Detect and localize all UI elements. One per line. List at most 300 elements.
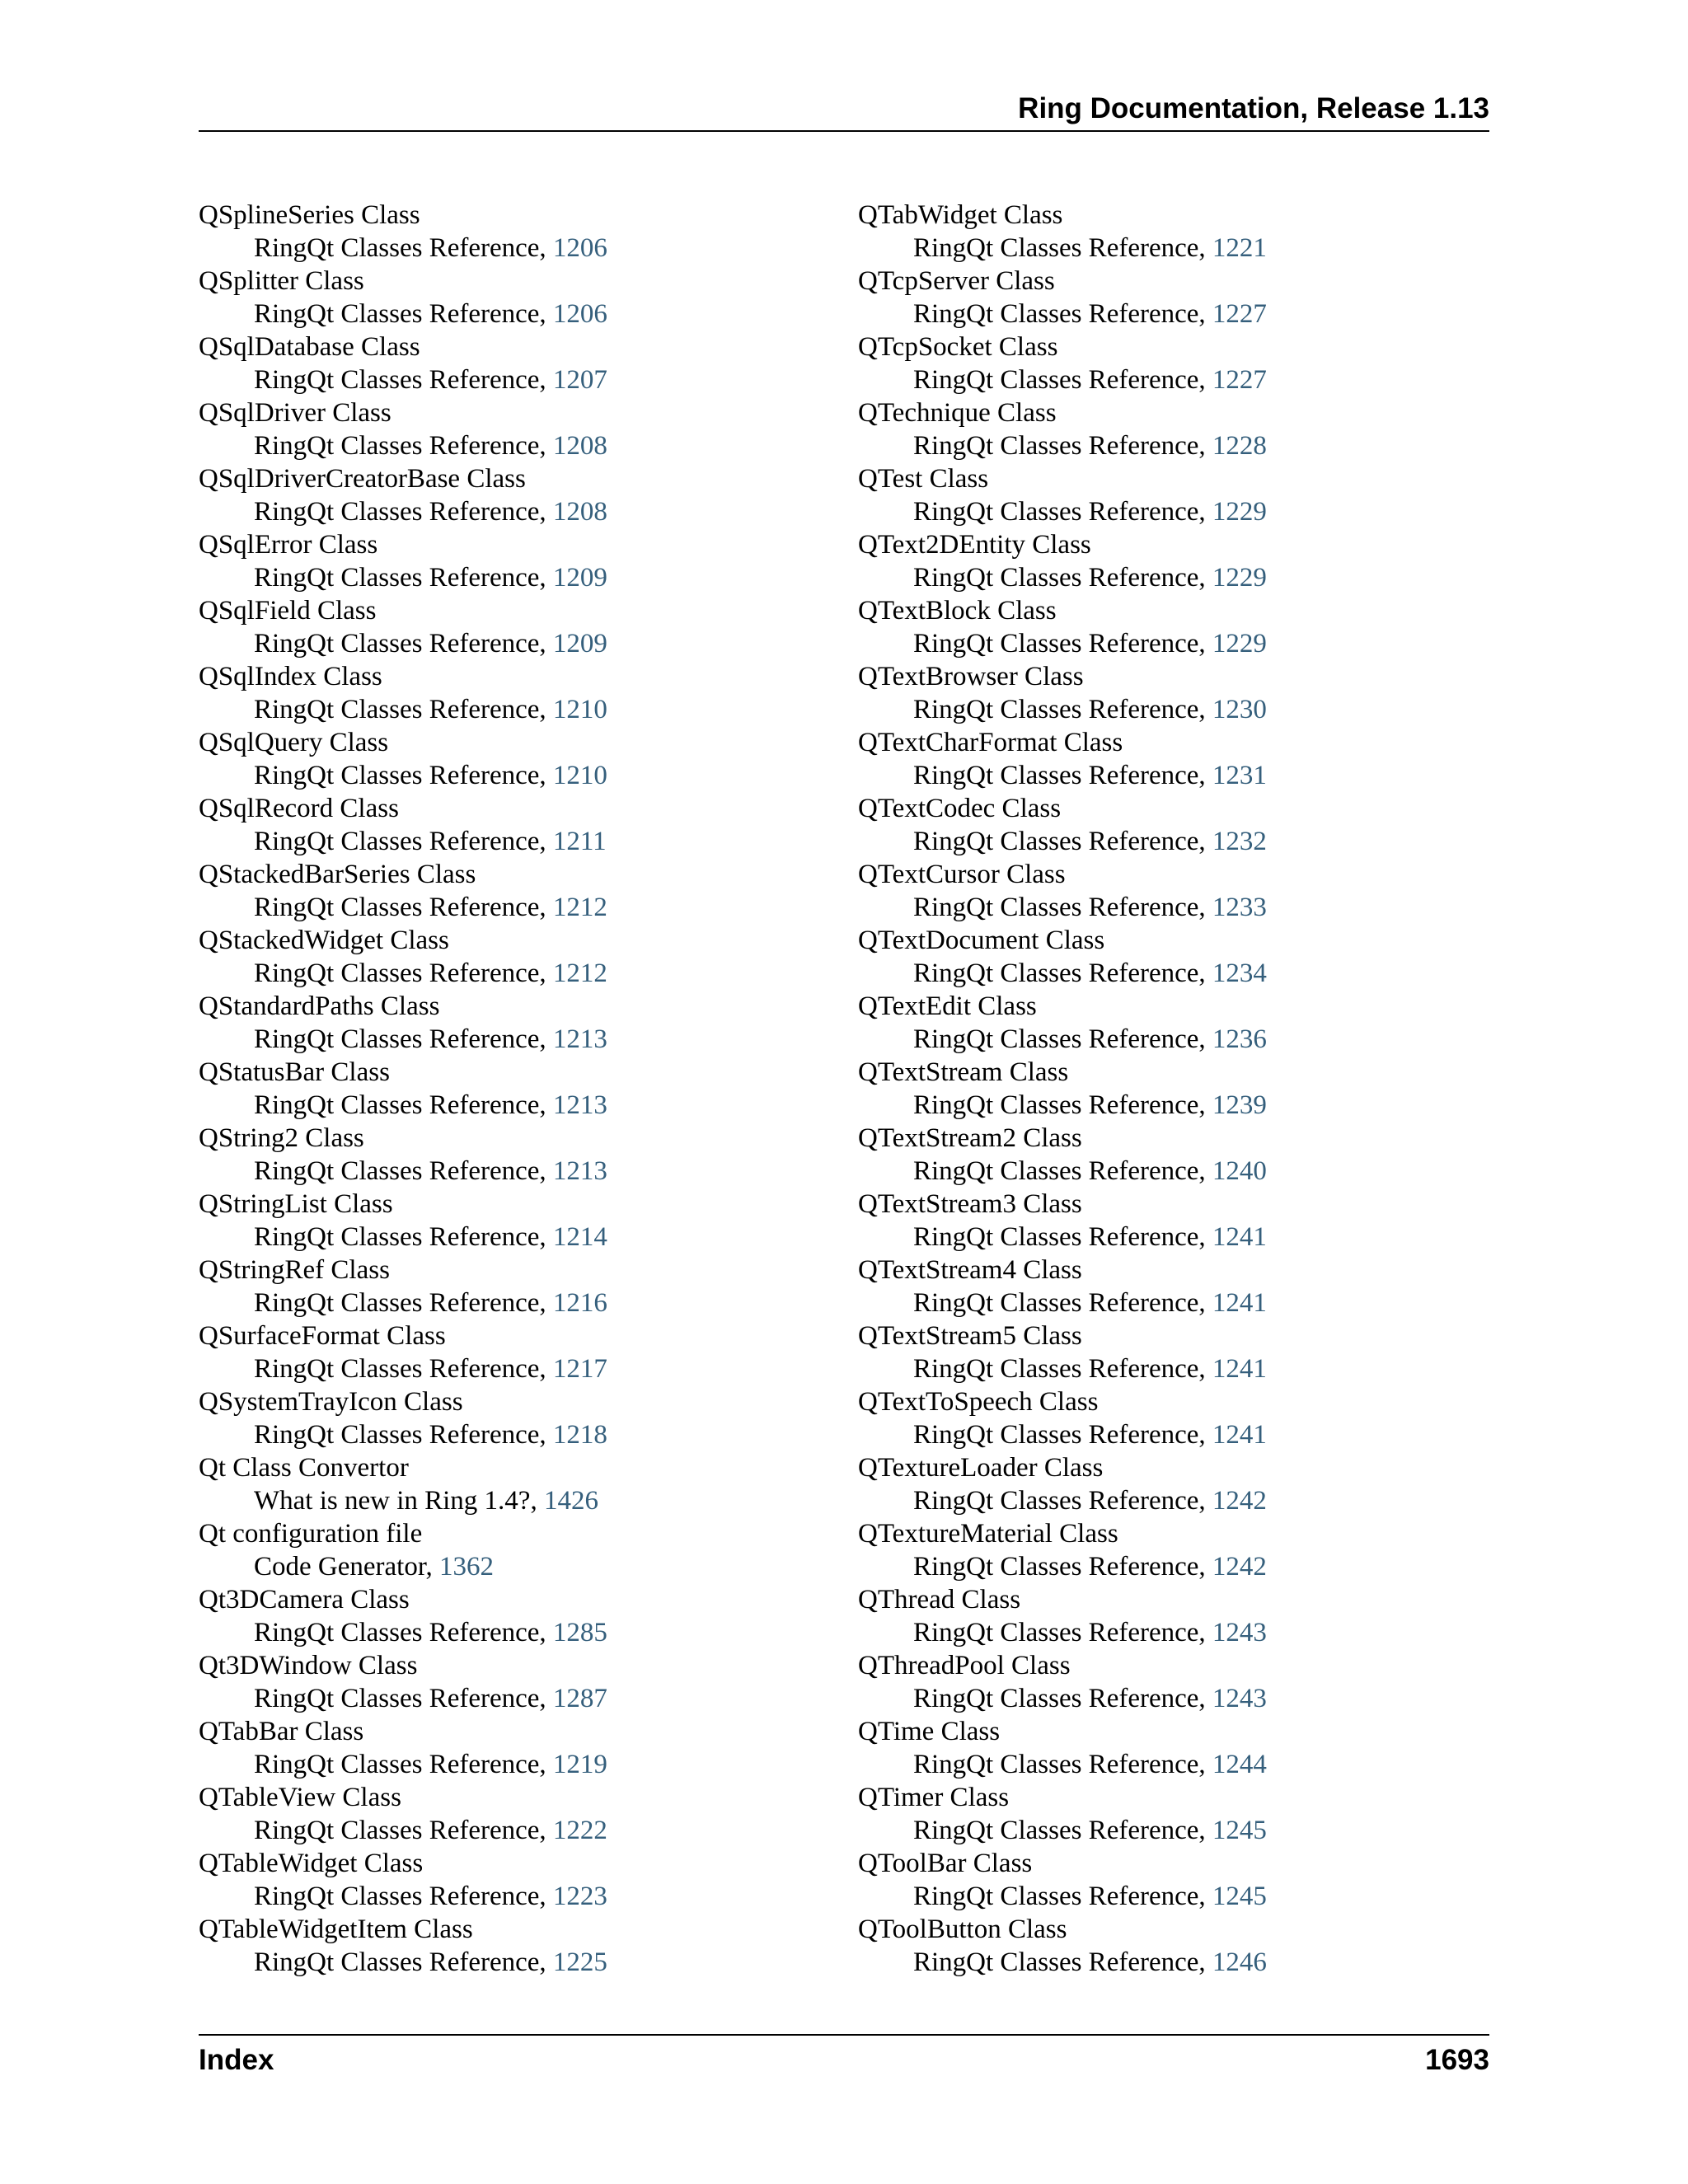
page-number-link[interactable]: 1210 [552,695,607,724]
index-term: QToolButton Class [858,1915,1067,1944]
index-subentry [199,429,842,462]
index-separator: , [539,1024,553,1054]
page-number-link[interactable]: 1227 [1212,365,1267,395]
index-entry [199,1254,842,1319]
index-subentry-label: RingQt Classes Reference [913,1947,1199,1977]
index-subentry [199,627,842,660]
index-subentry-label: RingQt Classes Reference [254,299,540,329]
page-number-link[interactable]: 1209 [552,629,607,658]
page-number-link[interactable]: 1223 [552,1882,607,1911]
index-subentry [858,363,1501,396]
page-number-link[interactable]: 1232 [1212,827,1267,856]
index-term: QTextureMaterial Class [858,1519,1118,1549]
index-term: QString2 Class [199,1123,364,1153]
index-subentry [199,1418,842,1451]
index-subentry [199,1352,842,1385]
index-entry [858,792,1501,858]
index-term: QSqlQuery Class [199,728,389,757]
index-entry [199,199,842,265]
page-number-link[interactable]: 1246 [1212,1947,1267,1977]
index-term: QTableWidget Class [199,1849,424,1878]
index-separator: , [539,1156,553,1186]
index-term: QTextStream3 Class [858,1189,1082,1219]
index-separator: , [539,1618,553,1647]
index-term: QTextStream2 Class [858,1123,1082,1153]
index-separator: , [539,1816,553,1845]
page-number-link[interactable]: 1222 [552,1816,607,1845]
index-subentry-label: RingQt Classes Reference [913,1486,1199,1516]
index-entry [858,1781,1501,1847]
index-subentry [858,957,1501,990]
index-separator: , [1198,1024,1212,1054]
index-subentry-label: RingQt Classes Reference [254,958,540,988]
index-separator: , [539,1684,553,1713]
index-term: Qt Class Convertor [199,1453,409,1483]
index-entry [199,660,842,726]
index-term: QSqlRecord Class [199,794,399,823]
index-subentry-label: Code Generator [254,1552,426,1582]
index-separator: , [539,1090,553,1120]
index-subentry-label: RingQt Classes Reference [913,827,1199,856]
index-entry [858,330,1501,396]
index-subentry-label: RingQt Classes Reference [254,1288,540,1318]
index-subentry [858,1023,1501,1056]
index-entry [199,1056,842,1122]
index-separator: , [539,893,553,922]
index-entry [858,660,1501,726]
page-number-link[interactable]: 1212 [552,958,607,988]
index-subentry [858,495,1501,528]
page-number-link[interactable]: 1243 [1212,1684,1267,1713]
page-number-link[interactable]: 1219 [552,1750,607,1779]
page-number-link[interactable]: 1217 [552,1354,607,1384]
index-separator: , [1198,958,1212,988]
page-number-link[interactable]: 1244 [1212,1750,1267,1779]
footer-page-number: 1693 [1425,2044,1489,2076]
index-separator: , [1198,233,1212,263]
index-subentry-label: RingQt Classes Reference [254,563,540,593]
index-entry [858,199,1501,265]
page-number-link[interactable]: 1241 [1212,1288,1267,1318]
index-separator: , [1198,1618,1212,1647]
index-separator: , [1198,1288,1212,1318]
index-separator: , [539,1947,553,1977]
index-entry [858,594,1501,660]
index-subentry [858,693,1501,726]
index-subentry-label: RingQt Classes Reference [913,233,1199,263]
index-entry [858,924,1501,990]
index-term: Qt3DWindow Class [199,1651,418,1680]
index-term: QTabBar Class [199,1717,364,1746]
index-entry [199,1649,842,1715]
index-separator: , [1198,1684,1212,1713]
index-subentry-label: RingQt Classes Reference [254,233,540,263]
index-term: QTableView Class [199,1783,401,1812]
index-subentry-label: RingQt Classes Reference [254,1222,540,1252]
index-term: QThreadPool Class [858,1651,1071,1680]
footer-divider [199,2034,1489,2036]
index-separator: , [539,1420,553,1450]
page-number-link[interactable]: 1216 [552,1288,607,1318]
index-entry [199,1188,842,1254]
index-separator: , [1198,431,1212,461]
index-subentry-label: RingQt Classes Reference [254,1750,540,1779]
page-number-link[interactable]: 1239 [1212,1090,1267,1120]
index-subentry-label: RingQt Classes Reference [913,299,1199,329]
index-subentry-label: RingQt Classes Reference [913,695,1199,724]
index-subentry-label: RingQt Classes Reference [913,1222,1199,1252]
index-subentry-label: RingQt Classes Reference [913,629,1199,658]
page-number-link[interactable]: 1362 [439,1552,495,1582]
page-number-link[interactable]: 1214 [552,1222,607,1252]
index-term: QTcpSocket Class [858,332,1058,362]
page-number-link[interactable]: 1229 [1212,563,1267,593]
index-entry [199,1385,842,1451]
index-term: QSplineSeries Class [199,200,420,230]
index-subentry-label: RingQt Classes Reference [254,893,540,922]
index-subentry-label: RingQt Classes Reference [913,431,1199,461]
index-entry [199,396,842,462]
index-term: QSqlField Class [199,596,377,626]
index-subentry [858,1286,1501,1319]
page-number-link[interactable]: 1211 [552,827,607,856]
page-number-link[interactable]: 1245 [1212,1816,1267,1845]
index-subentry [858,429,1501,462]
page-number-link[interactable]: 1208 [552,497,607,527]
index-separator: , [425,1552,440,1582]
page-number-link[interactable]: 1233 [1212,893,1267,922]
page-number-link[interactable]: 1241 [1212,1222,1267,1252]
page-number-link[interactable]: 1230 [1212,695,1267,724]
index-subentry-label: RingQt Classes Reference [254,1024,540,1054]
index-entry [199,1517,842,1583]
index-term: QText2DEntity Class [858,530,1091,560]
index-term: QStackedBarSeries Class [199,860,476,889]
index-separator: , [539,563,553,593]
index-subentry-label: RingQt Classes Reference [254,1816,540,1845]
index-term: QTechnique Class [858,398,1057,428]
index-subentry-label: RingQt Classes Reference [913,1024,1199,1054]
index-subentry-label: RingQt Classes Reference [913,761,1199,790]
index-subentry [199,1286,842,1319]
index-subentry [199,825,842,858]
index-entry [858,1122,1501,1188]
index-separator: , [1198,695,1212,724]
index-entry [858,1583,1501,1649]
index-entry [858,726,1501,792]
index-subentry-label: RingQt Classes Reference [254,629,540,658]
index-separator: , [1198,497,1212,527]
index-term: QSqlDriver Class [199,398,392,428]
page-number-link[interactable]: 1285 [552,1618,607,1647]
index-term: QSqlError Class [199,530,378,560]
index-subentry-label: RingQt Classes Reference [913,1288,1199,1318]
index-entry [199,1319,842,1385]
index-separator: , [539,365,553,395]
index-subentry [858,1484,1501,1517]
index-separator: , [539,1288,553,1318]
index-entry [858,1056,1501,1122]
index-entry [858,396,1501,462]
index-subentry [858,1418,1501,1451]
page-number-link[interactable]: 1243 [1212,1618,1267,1647]
page-number-link[interactable]: 1225 [552,1947,607,1977]
index-subentry [858,825,1501,858]
page-number-link[interactable]: 1210 [552,761,607,790]
page-number-link[interactable]: 1208 [552,431,607,461]
index-term: QToolBar Class [858,1849,1033,1878]
index-entry [199,462,842,528]
index-subentry [199,891,842,924]
index-subentry [858,1946,1501,1979]
page-number-link[interactable]: 1213 [552,1090,607,1120]
index-entry [199,528,842,594]
index-separator: , [1198,1222,1212,1252]
index-subentry-label: RingQt Classes Reference [913,1354,1199,1384]
index-entry [199,1715,842,1781]
index-term: QTextCodec Class [858,794,1062,823]
index-subentry [199,561,842,594]
index-entry [199,858,842,924]
page-number-link[interactable]: 1240 [1212,1156,1267,1186]
index-term: Qt3DCamera Class [199,1585,410,1615]
index-entry [199,330,842,396]
index-term: QThread Class [858,1585,1021,1615]
index-separator: , [1198,1090,1212,1120]
index-subentry [858,1352,1501,1385]
index-separator: , [539,299,553,329]
index-separator: , [539,1750,553,1779]
index-entry [858,1451,1501,1517]
index-subentry [858,1550,1501,1583]
index-subentry [858,759,1501,792]
index-term: QStringList Class [199,1189,393,1219]
index-subentry [199,1880,842,1913]
index-subentry-label: RingQt Classes Reference [254,497,540,527]
index-term: Qt configuration file [199,1519,423,1549]
index-term: QTextCharFormat Class [858,728,1123,757]
index-subentry [199,1946,842,1979]
index-entry [858,1649,1501,1715]
index-term: QTextureLoader Class [858,1453,1104,1483]
index-term: QSystemTrayIcon Class [199,1387,463,1417]
index-entry [199,594,842,660]
index-subentry [199,1814,842,1847]
index-subentry-label: RingQt Classes Reference [254,761,540,790]
index-term: QStatusBar Class [199,1057,390,1087]
index-separator: , [1198,761,1212,790]
page-number-link[interactable]: 1241 [1212,1354,1267,1384]
index-entry [199,990,842,1056]
index-term: QTextToSpeech Class [858,1387,1099,1417]
index-subentry [858,627,1501,660]
index-subentry-label: RingQt Classes Reference [254,1090,540,1120]
index-separator: , [539,761,553,790]
index-subentry-label: RingQt Classes Reference [913,1684,1199,1713]
index-separator: , [539,695,553,724]
index-subentry-label: RingQt Classes Reference [254,431,540,461]
index-entry [199,1847,842,1913]
index-term: QTextBlock Class [858,596,1057,626]
index-subentry [199,298,842,330]
index-term: QTcpServer Class [858,266,1055,296]
index-subentry-label: RingQt Classes Reference [254,695,540,724]
page-number-link[interactable]: 1242 [1212,1552,1267,1582]
index-term: QTimer Class [858,1783,1010,1812]
index-term: QSqlIndex Class [199,662,382,691]
page-number-link[interactable]: 1229 [1212,629,1267,658]
index-separator: , [539,1882,553,1911]
index-subentry-label: RingQt Classes Reference [254,1684,540,1713]
index-subentry [199,495,842,528]
index-subentry-label: RingQt Classes Reference [254,1156,540,1186]
page-number-link[interactable]: 1229 [1212,497,1267,527]
index-subentry [199,232,842,265]
page-number-link[interactable]: 1426 [543,1486,598,1516]
index-subentry [199,1748,842,1781]
index-subentry-label: RingQt Classes Reference [913,1750,1199,1779]
index-term: QSplitter Class [199,266,364,296]
index-subentry [858,1880,1501,1913]
index-separator: , [1198,827,1212,856]
index-column-right [858,199,1501,1979]
index-separator: , [539,827,553,856]
index-separator: , [1198,1354,1212,1384]
index-separator: , [1198,1420,1212,1450]
index-separator: , [539,629,553,658]
index-entry [199,1451,842,1517]
index-term: QSqlDriverCreatorBase Class [199,464,526,494]
index-term: QTime Class [858,1717,1001,1746]
index-separator: , [1198,563,1212,593]
index-subentry [858,298,1501,330]
index-entry [199,265,842,330]
header-divider [199,130,1489,132]
index-term: QStackedWidget Class [199,926,449,955]
index-term: QStandardPaths Class [199,991,440,1021]
index-entry [858,1847,1501,1913]
index-separator: , [1198,1156,1212,1186]
index-separator: , [1198,893,1212,922]
index-entry [199,1781,842,1847]
index-separator: , [539,431,553,461]
index-subentry-label: RingQt Classes Reference [254,1420,540,1450]
page-number-link[interactable]: 1206 [552,299,607,329]
index-entry [858,265,1501,330]
index-subentry-label: RingQt Classes Reference [913,1816,1199,1845]
index-subentry-label: RingQt Classes Reference [254,365,540,395]
index-entry [199,924,842,990]
index-entry [199,1122,842,1188]
index-subentry [199,1089,842,1122]
page-number-link[interactable]: 1207 [552,365,607,395]
index-term: QTest Class [858,464,989,494]
index-entry [858,1715,1501,1781]
page-number-link[interactable]: 1241 [1212,1420,1267,1450]
index-separator: , [1198,1882,1212,1911]
page-number-link[interactable]: 1231 [1212,761,1267,790]
index-subentry-label: RingQt Classes Reference [913,958,1199,988]
page-number-link[interactable]: 1213 [552,1024,607,1054]
index-subentry-label: RingQt Classes Reference [913,1090,1199,1120]
index-subentry-label: RingQt Classes Reference [254,1947,540,1977]
index-entry [858,1385,1501,1451]
index-separator: , [539,958,553,988]
index-entry [858,1517,1501,1583]
index-column-left [199,199,842,1979]
index-subentry [858,1221,1501,1254]
index-subentry [199,1023,842,1056]
index-separator: , [539,1222,553,1252]
index-subentry-label: RingQt Classes Reference [913,563,1199,593]
index-term: QSurfaceFormat Class [199,1321,446,1351]
index-subentry [199,1155,842,1188]
index-term: QTextDocument Class [858,926,1105,955]
index-subentry [858,561,1501,594]
index-separator: , [539,497,553,527]
index-subentry [199,1616,842,1649]
page-number-link[interactable]: 1242 [1212,1486,1267,1516]
index-separator: , [1198,1552,1212,1582]
index-separator: , [1198,1947,1212,1977]
index-subentry [199,1550,842,1583]
page-number-link[interactable]: 1228 [1212,431,1267,461]
index-subentry-label: What is new in Ring 1.4? [254,1486,531,1516]
page-number-link[interactable]: 1221 [1212,233,1267,263]
index-subentry [199,1221,842,1254]
index-subentry [858,1682,1501,1715]
index-subentry-label: RingQt Classes Reference [913,1552,1199,1582]
index-subentry [199,759,842,792]
index-subentry [858,891,1501,924]
page-number-link[interactable]: 1213 [552,1156,607,1186]
page-number-link[interactable]: 1212 [552,893,607,922]
page-number-link[interactable]: 1234 [1212,958,1267,988]
page-number-link[interactable]: 1287 [552,1684,607,1713]
footer-section-label: Index [199,2044,274,2076]
index-term: QStringRef Class [199,1255,390,1285]
page-number-link[interactable]: 1209 [552,563,607,593]
index-subentry-label: RingQt Classes Reference [254,1354,540,1384]
index-separator: , [1198,1816,1212,1845]
page-number-link[interactable]: 1236 [1212,1024,1267,1054]
index-subentry [199,957,842,990]
index-subentry [858,1089,1501,1122]
index-separator: , [1198,365,1212,395]
index-term: QTextStream4 Class [858,1255,1082,1285]
index-subentry-label: RingQt Classes Reference [913,1618,1199,1647]
index-subentry-label: RingQt Classes Reference [254,827,540,856]
index-term: QTextStream Class [858,1057,1069,1087]
index-entry [199,1913,842,1979]
index-entry [858,1188,1501,1254]
index-subentry [199,1484,842,1517]
index-subentry [858,1748,1501,1781]
index-entry [199,792,842,858]
page-number-link[interactable]: 1245 [1212,1882,1267,1911]
index-term: QTextEdit Class [858,991,1037,1021]
index-subentry-label: RingQt Classes Reference [913,497,1199,527]
page-number-link[interactable]: 1227 [1212,299,1267,329]
index-subentry [199,363,842,396]
page-number-link[interactable]: 1206 [552,233,607,263]
index-subentry [199,693,842,726]
index-separator: , [1198,1750,1212,1779]
index-term: QSqlDatabase Class [199,332,420,362]
page-number-link[interactable]: 1218 [552,1420,607,1450]
index-subentry-label: RingQt Classes Reference [913,365,1199,395]
index-entry [199,1583,842,1649]
